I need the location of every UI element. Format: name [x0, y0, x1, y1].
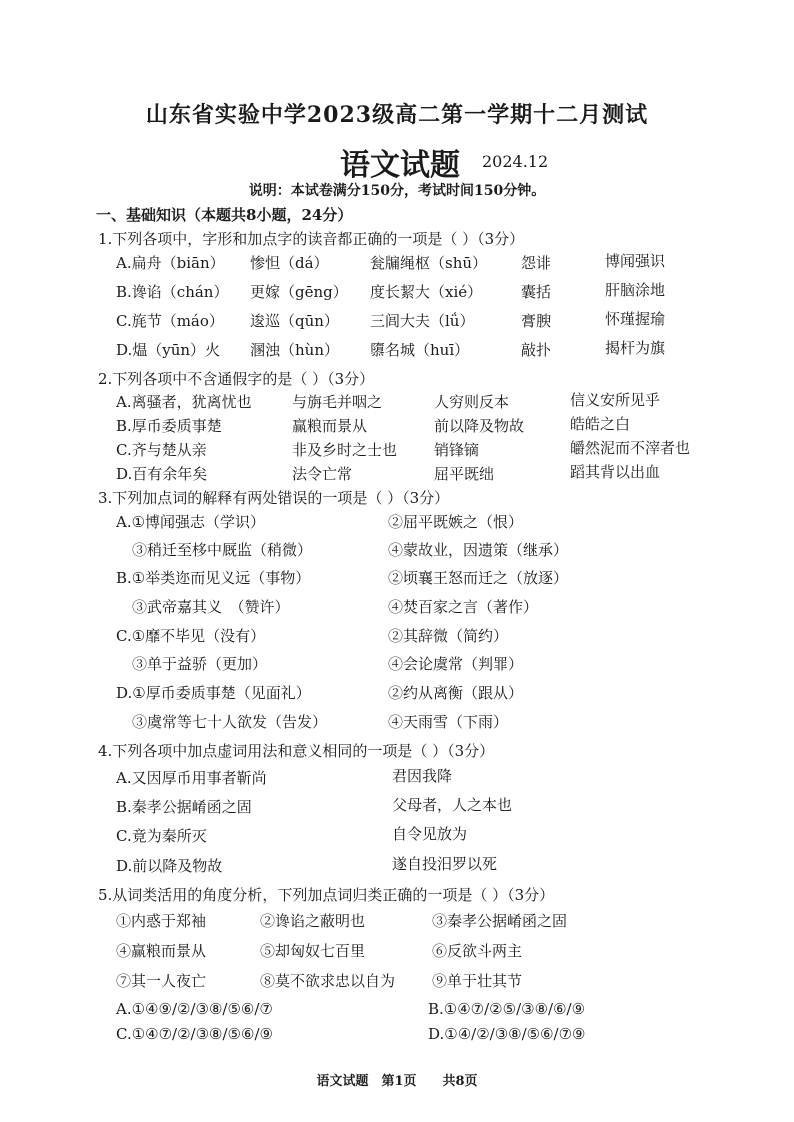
q5-choice-c: C.①④⑦/②/③⑧/⑤⑥/⑨: [116, 1025, 273, 1043]
q2-option-c-2: 非及乡时之士也: [292, 441, 398, 459]
q5-choice-b: B.①④⑦/②⑤/③⑧/⑥/⑨: [428, 1000, 586, 1018]
question-5-stem: 5.从词类活用的角度分析，下列加点词归类正确的一项是（ ）（3分）: [98, 886, 555, 904]
q2-option-c-3: 销锋镝: [434, 441, 480, 459]
q1-option-d-1: D.煴（yūn）火: [116, 341, 221, 359]
q1-option-a-4: 怨诽: [521, 254, 552, 272]
q2-option-c-1: C.齐与楚从亲: [116, 441, 207, 459]
q1-option-d-5: 揭杆为旗: [605, 339, 666, 357]
q3-option-d-line1-left: D.①厚币委质事楚（见面礼）: [116, 684, 311, 702]
question-1-stem: 1.下列各项中，字形和加点字的读音都正确的一项是（ ）（3分）: [98, 230, 525, 248]
q3-option-c-line1-left: C.①靡不毕见（没有）: [116, 627, 266, 645]
q1-option-b-3: 度长絜大（xié）: [370, 283, 483, 301]
q2-option-b-2: 赢粮而景从: [292, 417, 368, 435]
q3-option-a-line2-left: ③稍迁至栘中厩监（稍微）: [132, 541, 313, 559]
question-4-stem: 4.下列各项中加点虚词用法和意义相同的一项是（ ）（3分）: [98, 742, 495, 760]
exam-subject: 语文试题: [340, 148, 460, 183]
q1-option-b-5: 肝脑涂地: [605, 281, 666, 299]
q5-item-7: ⑦其一人夜亡: [116, 972, 207, 990]
q4-option-b-right: 父母者，人之本也: [392, 796, 513, 814]
q1-option-a-1: A.扁舟（biān）: [116, 254, 225, 272]
q2-option-d-2: 法令亡常: [292, 465, 353, 483]
q2-option-a-3: 人穷则反本: [434, 393, 510, 411]
q1-option-c-3: 三闾大夫（lǘ）: [370, 312, 475, 330]
q3-option-b-line2-left: ③武帝嘉其义 （赞许）: [132, 598, 290, 616]
q4-option-a-right: 君因我降: [392, 767, 453, 785]
q1-option-c-2: 逡巡（qūn）: [250, 312, 339, 330]
q2-option-b-1: B.厚币委质事楚: [116, 417, 222, 435]
q1-option-b-1: B.谗谄（chán）: [116, 283, 229, 301]
q5-item-3: ③秦孝公据崤函之固: [432, 912, 568, 930]
exam-date: 2024.12: [482, 152, 549, 171]
q4-option-d-left: D.前以降及物故: [116, 857, 223, 875]
q5-item-2: ②谗谄之蔽明也: [260, 912, 366, 930]
q4-option-d-right: 遂自投汨罗以死: [392, 855, 498, 873]
q1-option-d-4: 敲扑: [521, 341, 552, 359]
q2-option-c-4: 皭然泥而不滓者也: [570, 439, 691, 457]
q5-item-6: ⑥反欲斗两主: [432, 942, 523, 960]
q1-option-a-5: 博闻强识: [605, 252, 666, 270]
q2-option-a-4: 信义安所见乎: [570, 391, 661, 409]
q2-option-b-3: 前以降及物故: [434, 417, 525, 435]
q5-item-9: ⑨单于壮其节: [432, 972, 523, 990]
q3-option-d-line2-left: ③虞常等七十人欲发（告发）: [132, 713, 328, 731]
q5-item-1: ①内惑于郑袖: [116, 912, 207, 930]
q1-option-d-2: 溷浊（hùn）: [250, 341, 339, 359]
q3-option-d-line1-right: ②约从离衡（跟从）: [388, 684, 524, 702]
exam-title: 山东省实验中学2023级高二第一学期十二月测试: [145, 102, 649, 128]
q3-option-a-line1-left: A.①博闻强志（学识）: [116, 513, 266, 531]
question-2-stem: 2.下列各项中不含通假字的是（ ）（3分）: [98, 370, 375, 388]
q3-option-a-line2-right: ④蒙故业，因遗策（继承）: [388, 541, 569, 559]
q1-option-a-2: 惨怛（dá）: [250, 254, 329, 272]
q3-option-b-line1-right: ②顷襄王怒而迁之（放逐）: [388, 569, 569, 587]
q2-option-d-4: 蹈其背以出血: [570, 463, 661, 481]
q2-option-a-1: A.离骚者，犹离忧也: [116, 393, 252, 411]
q1-option-c-5: 怀瑾握瑜: [605, 310, 666, 328]
q4-option-a-left: A.又因厚币用事者靳尚: [116, 769, 267, 787]
q4-option-c-left: C.竟为秦所灭: [116, 827, 207, 845]
q2-option-a-2: 与旃毛并咽之: [292, 393, 383, 411]
q3-option-c-line2-right: ④会论虞常（判罪）: [388, 655, 524, 673]
q1-option-a-3: 瓮牖绳枢（shū）: [370, 254, 488, 272]
q4-option-c-right: 自令见放为: [392, 825, 468, 843]
q5-choice-a: A.①④⑨/②/③⑧/⑤⑥/⑦: [116, 1000, 273, 1018]
q1-option-d-3: 隳名城（huī）: [370, 341, 470, 359]
q2-option-d-1: D.百有余年矣: [116, 465, 208, 483]
q2-option-d-3: 屈平既绌: [434, 465, 495, 483]
q3-option-c-line2-left: ③单于益骄（更加）: [132, 655, 268, 673]
q1-option-b-4: 囊括: [521, 283, 552, 301]
q3-option-d-line2-right: ④天雨雪（下雨）: [388, 713, 509, 731]
q3-option-b-line1-left: B.①举类迩而见义远（事物）: [116, 569, 311, 587]
q1-option-c-1: C.旄节（máo）: [116, 312, 224, 330]
exam-note: 说明：本试卷满分150分，考试时间150分钟。: [248, 183, 546, 199]
q5-item-4: ④赢粮而景从: [116, 942, 207, 960]
q3-option-b-line2-right: ④焚百家之言（著作）: [388, 598, 539, 616]
q5-item-8: ⑧莫不欲求忠以自为: [260, 972, 396, 990]
q1-option-b-2: 更嫁（gēng）: [250, 283, 348, 301]
q2-option-b-4: 皓皓之白: [570, 415, 631, 433]
q5-choice-d: D.①④/②/③⑧/⑤⑥/⑦⑨: [428, 1025, 586, 1043]
q5-item-5: ⑤却匈奴七百里: [260, 942, 366, 960]
section-heading: 一、基础知识（本题共8小题，24分）: [96, 206, 353, 224]
question-3-stem: 3.下列加点词的解释有两处错误的一项是（ ）（3分）: [98, 489, 450, 507]
q3-option-a-line1-right: ②屈平既嫉之（恨）: [388, 513, 524, 531]
page-footer: 语文试题 第1页 共8页: [316, 1074, 478, 1089]
q3-option-c-line1-right: ②其辞微（简约）: [388, 627, 509, 645]
q4-option-b-left: B.秦孝公据崤函之固: [116, 798, 252, 816]
q1-option-c-4: 膏腴: [521, 312, 552, 330]
